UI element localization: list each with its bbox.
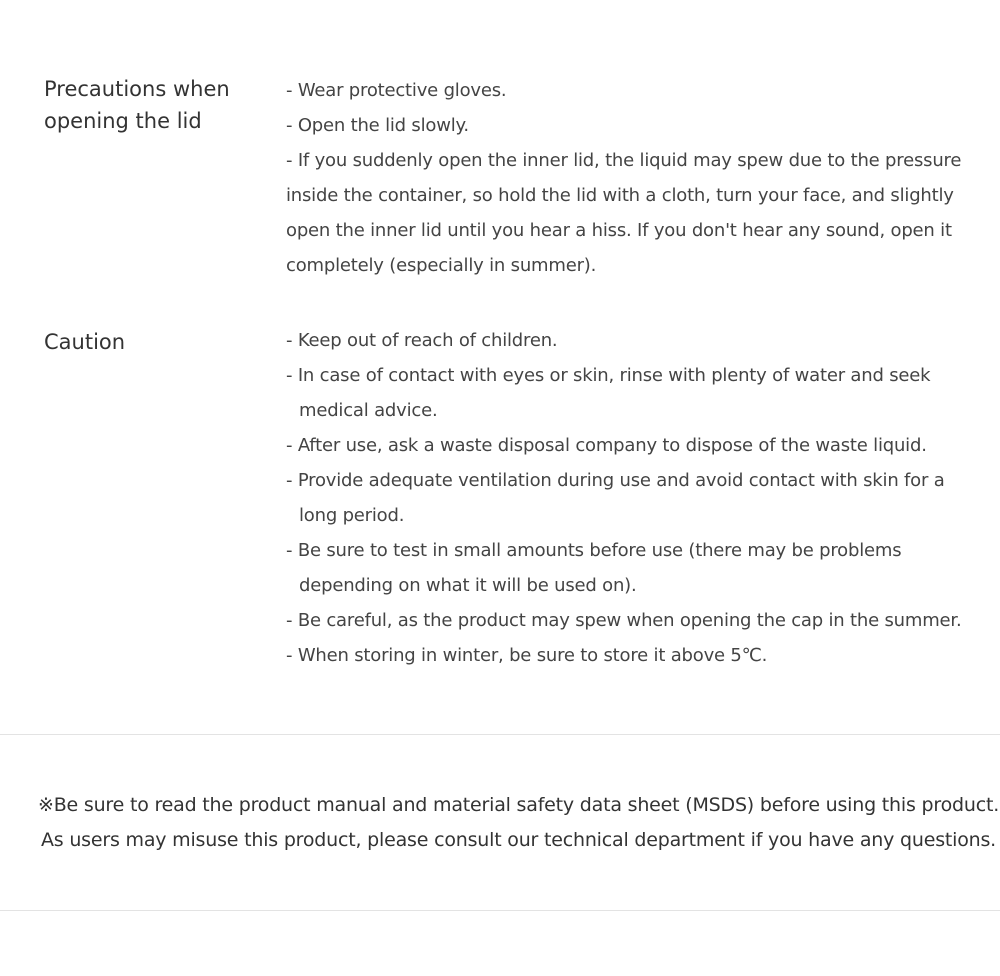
caution-item: - Provide adequate ventilation during use and avoid contact with skin for a long period. <box>286 470 945 526</box>
divider <box>0 910 1000 911</box>
precaution-item: - Wear protective gloves. <box>286 80 507 101</box>
precautions-label: Precautions when opening the lid <box>44 77 230 133</box>
caution-label: Caution <box>44 330 126 354</box>
notice-line: As users may misuse this product, please consult our technical department if you have any questions. <box>41 829 997 851</box>
precaution-item: - Open the lid slowly. <box>286 115 469 136</box>
caution-item: - In case of contact with eyes or skin, rinse with plenty of water and seek medical advice. <box>286 365 931 421</box>
caution-list <box>286 323 968 673</box>
precautions-list <box>286 73 968 283</box>
caution-item: - After use, ask a waste disposal company to dispose of the waste liquid. <box>286 435 927 456</box>
divider <box>0 734 1000 735</box>
caution-item: - Be careful, as the product may spew when opening the cap in the summer. <box>286 610 962 631</box>
precaution-item: - If you suddenly open the inner lid, the liquid may spew due to the pressure inside the container, so hold the lid with a cloth, turn your face, and slightly open the inner lid until you hear a hiss. If you don't hear any sound, open it completely (especially in summer). <box>286 150 962 276</box>
caution-item: - Keep out of reach of children. <box>286 330 558 351</box>
caution-item: - When storing in winter, be sure to store it above 5℃. <box>286 645 768 666</box>
msds-notice <box>38 788 1000 858</box>
notice-line: ※Be sure to read the product manual and material safety data sheet (MSDS) before using this product. <box>38 794 1000 816</box>
caution-item: - Be sure to test in small amounts before use (there may be problems depending on what it will be used on). <box>286 540 902 596</box>
